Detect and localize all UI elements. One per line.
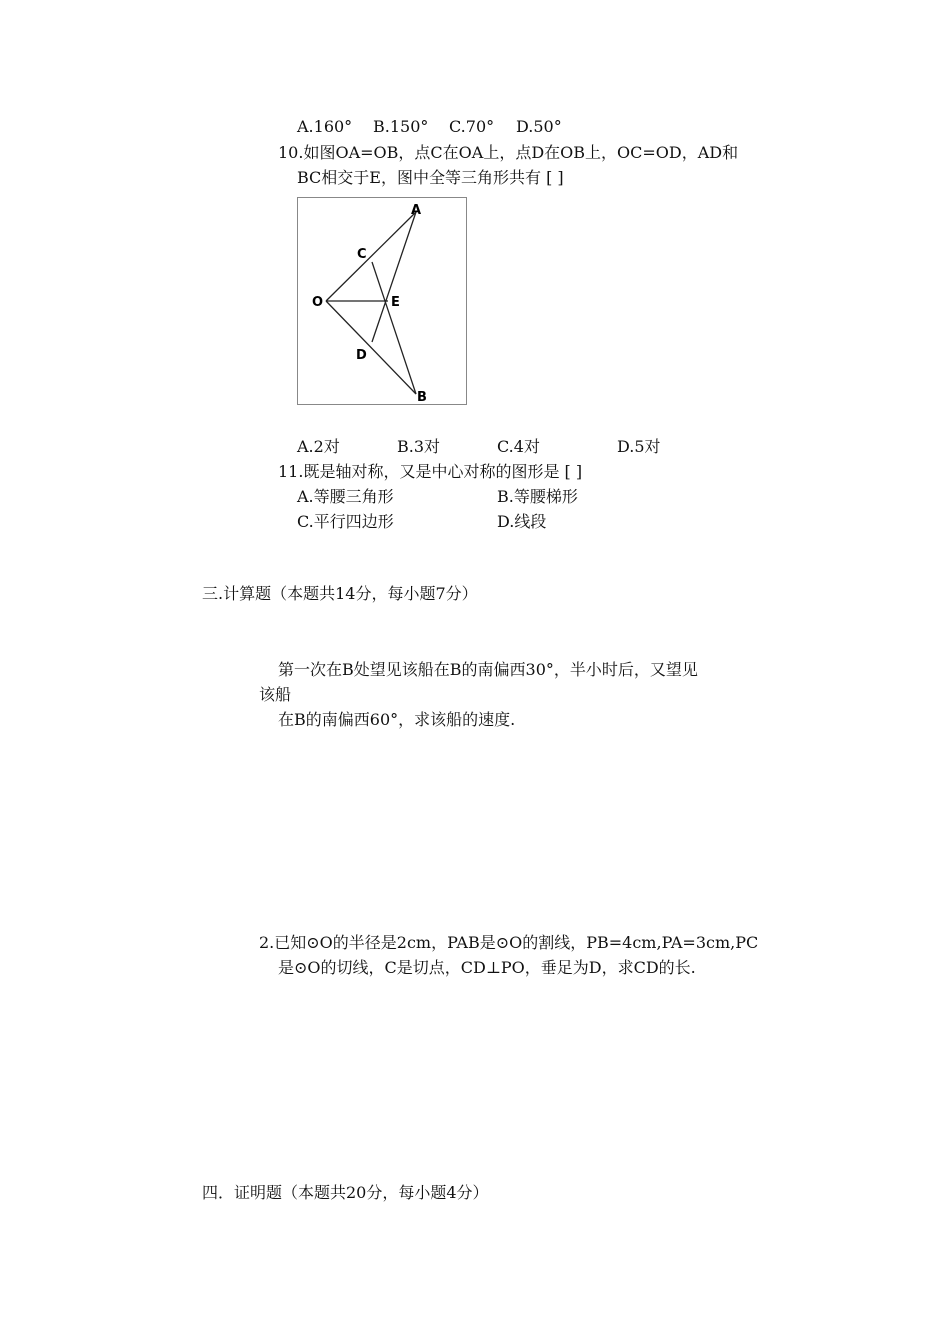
segment-CB (372, 262, 416, 394)
label-O: O (312, 295, 324, 310)
q10-stem-line1: 10.如图OA=OB，点C在OA上，点D在OB上，OC=OD，AD和 (278, 143, 739, 162)
problem2-line2: 是⊙O的切线，C是切点，CD⊥PO，垂足为D，求CD的长. (278, 958, 696, 977)
segment-OB (326, 301, 416, 394)
segment-DA (372, 212, 416, 342)
q9-option-d: D.50° (516, 117, 562, 136)
triangle-diagram (298, 198, 468, 406)
q11-stem: 11.既是轴对称，又是中心对称的图形是 [ ] (278, 462, 583, 481)
segment-OA (326, 212, 416, 301)
q10-option-c: C.4对 (497, 437, 540, 456)
problem2-line1: 2.已知⊙O的半径是2cm，PAB是⊙O的割线，PB=4cm,PA=3cm,PC (259, 933, 759, 952)
label-B: B (417, 390, 427, 405)
q11-option-c: C.平行四边形 (297, 512, 394, 531)
label-C: C (357, 247, 367, 262)
q11-option-d: D.线段 (497, 512, 547, 531)
problem1-line1: 第一次在B处望见该船在B的南偏西30°，半小时后，又望见 (278, 660, 698, 679)
q11-option-a: A.等腰三角形 (297, 487, 394, 506)
q10-option-a: A.2对 (297, 437, 340, 456)
q9-option-b: B.150° (373, 117, 429, 136)
label-A: A (411, 203, 422, 218)
q9-option-c: C.70° (449, 117, 495, 136)
label-E: E (391, 295, 400, 310)
problem1-line3: 在B的南偏西60°，求该船的速度. (278, 710, 516, 729)
q10-option-b: B.3对 (397, 437, 441, 456)
section3-heading: 三.计算题（本题共14分，每小题7分） (202, 584, 478, 603)
problem1-line2: 该船 (259, 685, 292, 704)
q11-option-b: B.等腰梯形 (497, 487, 578, 506)
q10-stem-line2: BC相交于E，图中全等三角形共有 [ ] (297, 168, 564, 187)
q10-geometry-figure (297, 197, 467, 405)
label-D: D (356, 348, 367, 363)
section4-heading: 四．证明题（本题共20分，每小题4分） (202, 1183, 489, 1202)
q10-option-d: D.5对 (617, 437, 661, 456)
q9-option-a: A.160° (297, 117, 353, 136)
